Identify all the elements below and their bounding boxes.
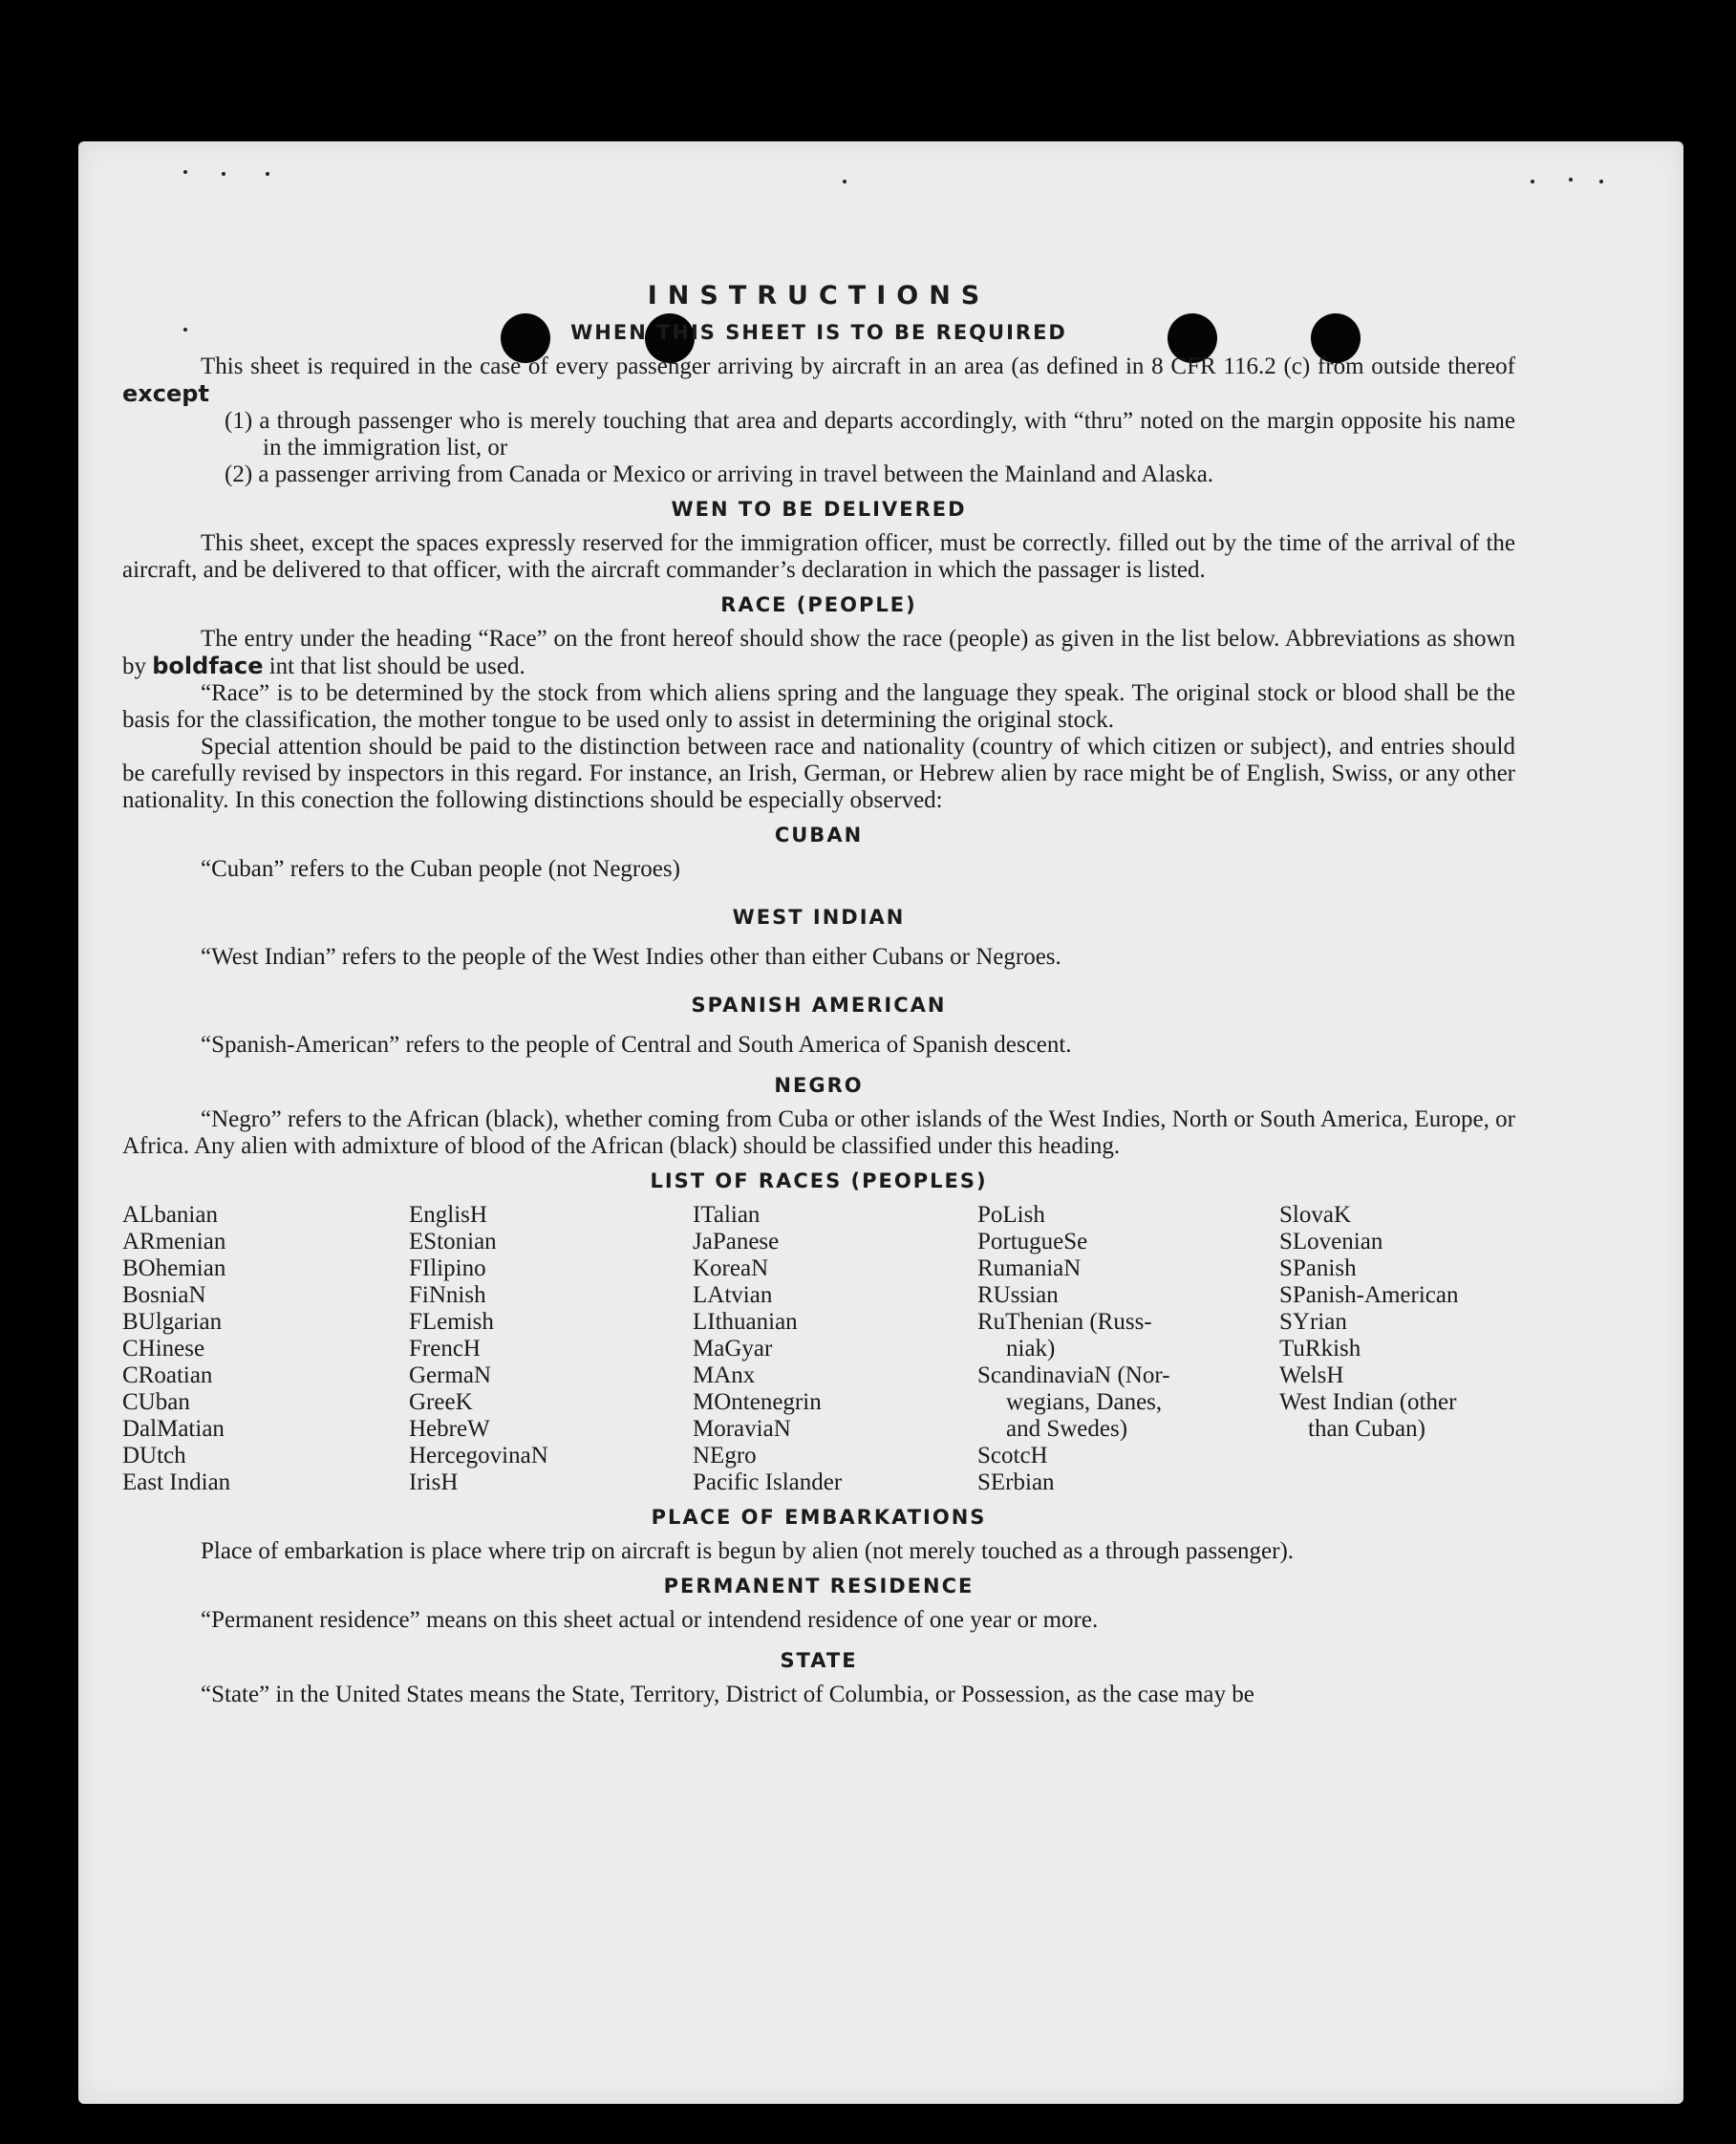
- race-list-item: EStonian: [409, 1229, 497, 1254]
- page-title: INSTRUCTIONS: [647, 281, 991, 311]
- race-list-item: LIthuanian: [693, 1309, 798, 1335]
- race-list-item: MOntenegrin: [693, 1389, 822, 1415]
- race-list-item: MoraviaN: [693, 1416, 791, 1442]
- speck: [843, 180, 847, 183]
- race-list-item: FIlipino: [409, 1255, 486, 1281]
- race-list-item: GreeK: [409, 1389, 473, 1415]
- section-heading-permanent-residence: PERMANENT RESIDENCE: [663, 1575, 975, 1597]
- race-list-item: KoreaN: [693, 1255, 769, 1281]
- race-list-item: WelsH: [1279, 1362, 1344, 1388]
- race-list-item: Pacific Islander: [693, 1469, 843, 1495]
- race-list-item: EnglisH: [409, 1202, 487, 1228]
- race-paragraph-2: “Race” is to be determined by the stock from which aliens spring and the language they speak. The original stock or blood shall be the basis for the classification, the mother tongue to be used only to assist in determining the original stock.: [122, 680, 1515, 733]
- race-list-item: JaPanese: [693, 1229, 780, 1254]
- race-list-item: BosniaN: [122, 1282, 206, 1308]
- race-list-item: RumaniaN: [977, 1255, 1082, 1281]
- section-heading-negro: NEGRO: [774, 1074, 864, 1097]
- speck: [1531, 180, 1534, 183]
- race-list-item: niak): [1006, 1336, 1056, 1361]
- section-heading-when-delivered: WEN TO BE DELIVERED: [671, 498, 967, 521]
- race-list-item: RuThenian (Russ-: [977, 1309, 1152, 1335]
- race-list-item: MaGyar: [693, 1336, 773, 1361]
- race-list-item: BUlgarian: [122, 1309, 223, 1335]
- race-list-item: ARmenian: [122, 1229, 226, 1254]
- section-heading-spanish-american: SPANISH AMERICAN: [691, 994, 947, 1017]
- race-list-item: SPanish-American: [1279, 1282, 1459, 1308]
- section-heading-west-indian: WEST INDIAN: [732, 906, 906, 929]
- race-list-item: LAtvian: [693, 1282, 773, 1308]
- race-column-5: [1279, 1202, 1515, 1496]
- when-delivered-text: This sheet, except the spaces expressly reserved for the immigration officer, must be correctly. filled out by the time of the arrival of the aircraft, and be delivered to that officer, with the aircraft commander’s declaration in which the passager is listed.: [122, 530, 1515, 583]
- race-list-item: CRoatian: [122, 1362, 213, 1388]
- race-list-item: PortugueSe: [977, 1229, 1088, 1254]
- race-list-item: SLovenian: [1279, 1229, 1383, 1254]
- race-list-item: HebreW: [409, 1416, 490, 1442]
- boldface-bold: boldface: [152, 653, 264, 679]
- race-list-item: East Indian: [122, 1469, 231, 1495]
- race-list-item: GermaN: [409, 1362, 492, 1388]
- race-list-item: MAnx: [693, 1362, 756, 1388]
- race-list: [122, 1202, 1515, 1496]
- when-required-item-2: (2) a passenger arriving from Canada or Mexico or arriving in travel between the Mainland and Alaska.: [225, 461, 1214, 487]
- race-list-item: BOhemian: [122, 1255, 226, 1281]
- speck: [222, 172, 225, 176]
- race-list-item: FLemish: [409, 1309, 494, 1335]
- section-heading-cuban: CUBAN: [774, 824, 864, 847]
- speck: [1569, 178, 1573, 182]
- race-list-item: ITalian: [693, 1202, 761, 1228]
- race-list-item: than Cuban): [1308, 1416, 1425, 1442]
- permanent-residence-text: “Permanent residence” means on this sheet actual or intendend residence of one year or more.: [201, 1607, 1099, 1633]
- race-list-item: DUtch: [122, 1443, 186, 1469]
- race-column-1: [122, 1202, 409, 1496]
- race-list-item: IrisH: [409, 1469, 459, 1495]
- race-list-item: wegians, Danes,: [1006, 1389, 1163, 1415]
- race-list-item: SYrian: [1279, 1309, 1347, 1335]
- race-list-item: TuRkish: [1279, 1336, 1361, 1361]
- race-list-item: ScotcH: [977, 1443, 1048, 1469]
- race-list-item: RUssian: [977, 1282, 1059, 1308]
- race-column-4: [977, 1202, 1279, 1496]
- west-indian-text: “West Indian” refers to the people of the West Indies other than either Cubans or Negroes.: [201, 944, 1061, 970]
- race-list-item: CUban: [122, 1389, 190, 1415]
- section-heading-embarkation: PLACE OF EMBARKATIONS: [651, 1506, 987, 1529]
- race-list-item: SErbian: [977, 1469, 1055, 1495]
- race-list-item: DalMatian: [122, 1416, 225, 1442]
- race-list-item: ALbanian: [122, 1202, 218, 1228]
- section-heading-list-of-races: LIST OF RACES (PEOPLES): [650, 1169, 988, 1192]
- race-list-item: SPanish: [1279, 1255, 1357, 1281]
- race-paragraph-1: The entry under the heading “Race” on the front hereof should show the race (people) as given in the list below. Abbreviations as shown by boldface int that list should be used.: [122, 626, 1515, 679]
- spanish-american-text: “Spanish-American” refers to the people of Central and South America of Spanish descent.: [201, 1032, 1072, 1058]
- when-required-intro: This sheet is required in the case of every passenger arriving by aircraft in an area (as defined in 8 CFR 116.2 (c) from outside thereof except: [122, 354, 1515, 407]
- race-list-item: NEgro: [693, 1443, 757, 1469]
- section-heading-state: STATE: [780, 1649, 858, 1672]
- race-list-item: SlovaK: [1279, 1202, 1351, 1228]
- race-list-item: FiNnish: [409, 1282, 486, 1308]
- race-list-item: FrencH: [409, 1336, 481, 1361]
- race-list-item: PoLish: [977, 1202, 1045, 1228]
- section-heading-race: RACE (PEOPLE): [720, 593, 917, 616]
- speck: [1599, 180, 1603, 183]
- negro-text: “Negro” refers to the African (black), whether coming from Cuba or other islands of the West Indies, North or South America, Europe, or Africa. Any alien with admixture of blood of the African (black) should be classified under this heading.: [122, 1106, 1515, 1159]
- race-column-2: [409, 1202, 693, 1496]
- race-list-item: West Indian (other: [1279, 1389, 1457, 1415]
- race-paragraph-3: Special attention should be paid to the distinction between race and nationality (country of which citizen or subject), and entries should be carefully revised by inspectors in this regard. For instance, an Irish, German, or Hebrew alien by race might be of English, Swiss, or any other nationality. In this conection the following distinctions should be especially observed:: [122, 734, 1515, 813]
- race-list-item: and Swedes): [1006, 1416, 1128, 1442]
- section-heading-when-required: WHEN THIS SHEET IS TO BE REQUIRED: [570, 321, 1067, 344]
- speck: [266, 172, 269, 176]
- when-required-item-1: (1) a through passenger who is merely touching that area and departs accordingly, with “thru” noted on the margin opposite his name in the immigration list, or: [225, 408, 1515, 461]
- embarkation-text: Place of embarkation is place where trip on aircraft is begun by alien (not merely touched as a through passenger).: [201, 1538, 1295, 1564]
- race-list-item: CHinese: [122, 1336, 205, 1361]
- instructions-content: [122, 277, 1515, 1708]
- cuban-text: “Cuban” refers to the Cuban people (not Negroes): [201, 856, 680, 882]
- except-bold: except: [122, 380, 209, 407]
- race-list-item: ScandinaviaN (Nor-: [977, 1362, 1170, 1388]
- state-text: “State” in the United States means the State, Territory, District of Columbia, or Possession, as the case may be: [201, 1682, 1254, 1707]
- race-column-3: [693, 1202, 977, 1496]
- race-list-item: HercegovinaN: [409, 1443, 548, 1469]
- speck: [183, 170, 187, 174]
